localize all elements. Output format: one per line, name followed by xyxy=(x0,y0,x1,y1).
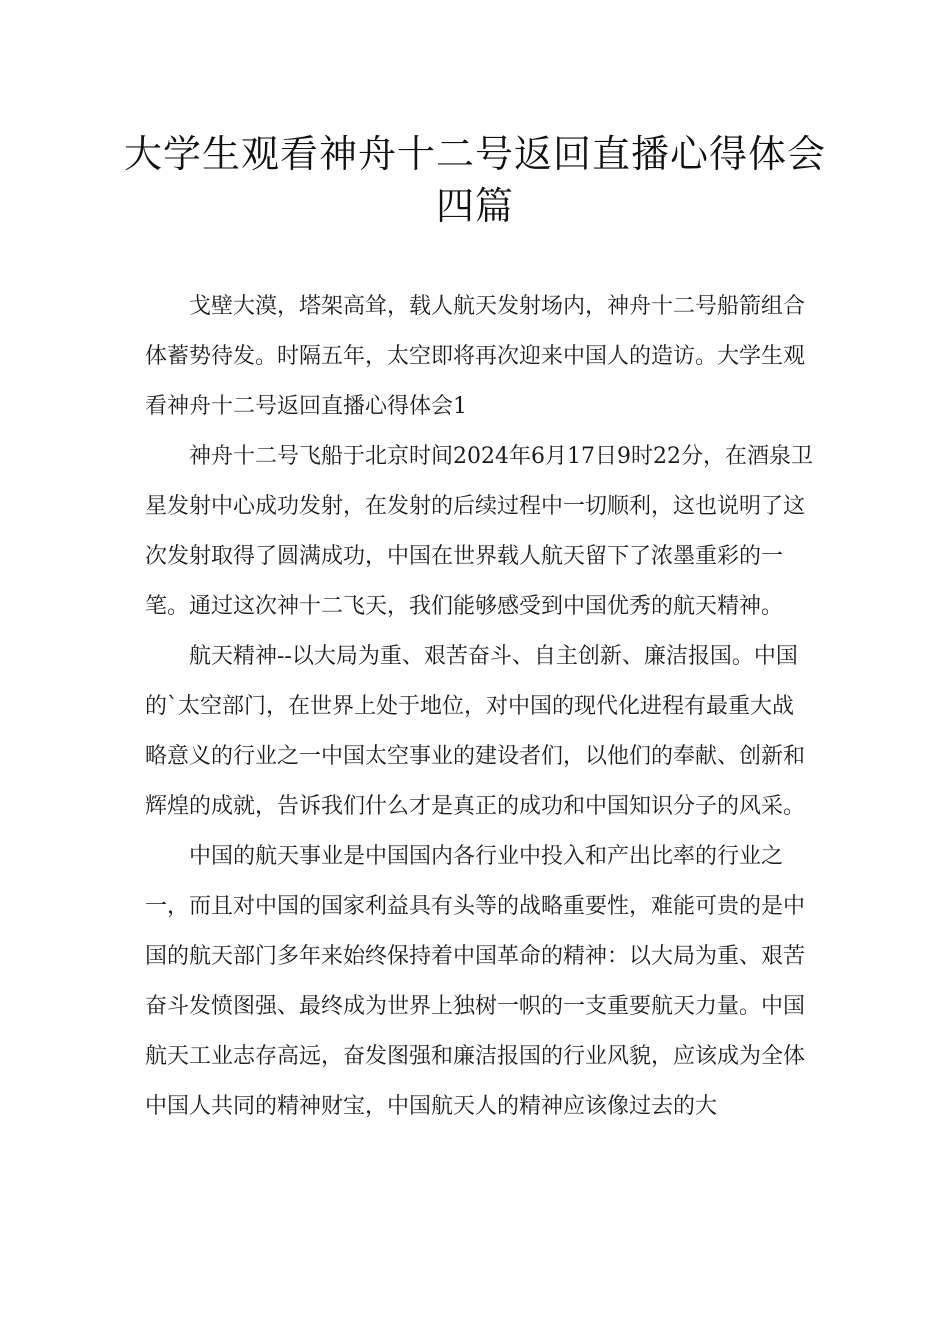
paragraph-3: 航天精神--以大局为重、艰苦奋斗、自主创新、廉洁报国。中国的`太空部门，在世界上处于地位，对中国的现代化进程有最重大战略意义的行业之一中国太空事业的建设者们，以他们的奉献、创新和辉煌的成就，告诉我们什么才是真正的成功和中国知识分子的风采。 xyxy=(145,644,806,819)
paragraph-4: 中国的航天事业是中国国内各行业中投入和产出比率的行业之一，而且对中国的国家利益具有头等的战略重要性，难能可贵的是中国的航天部门多年来始终保持着中国革命的精神：以大局为重、艰苦奋斗发愤图强、最终成为世界上独树一帜的一支重要航天力量。中国航天工业志存高远，奋发图强和廉洁报国的行业风貌，应该成为全体中国人共同的精神财宝，中国航天人的精神应该像过去的大 xyxy=(145,844,806,1119)
document-title: 大学生观看神舟十二号返回直播心得体会四篇 xyxy=(123,132,826,228)
paragraph-2: 神舟十二号飞船于北京时间2024年6月17日9时22分，在酒泉卫星发射中心成功发射，在发射的后续过程中一切顺利，这也说明了这次发射取得了圆满成功，中国在世界载人航天留下了浓墨重彩的一笔。通过这次神十二飞天，我们能够感受到中国优秀的航天精神。 xyxy=(145,444,813,619)
document-body xyxy=(145,282,815,1132)
paragraph-1: 戈壁大漠，塔架高耸，载人航天发射场内，神舟十二号船箭组合体蓄势待发。时隔五年，太空即将再次迎来中国人的造访。大学生观看神舟十二号返回直播心得体会1 xyxy=(145,294,806,419)
